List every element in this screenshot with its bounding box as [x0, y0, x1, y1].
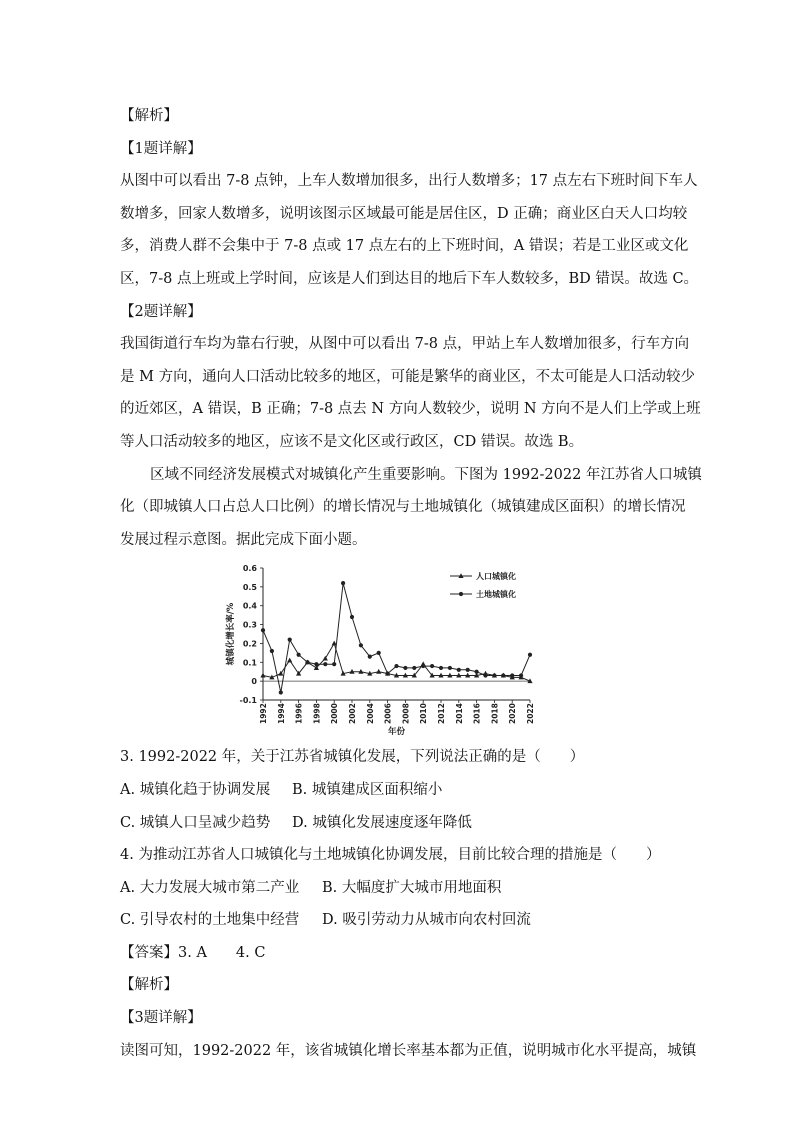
data-point-circle [430, 664, 434, 668]
q4-stem: 4. 为推动江苏省人口城镇化与土地城镇化协调发展，目前比较合理的措施是（ ） [120, 847, 661, 864]
x-tick-label: 2006 [383, 703, 393, 725]
q3-detail-heading: 【3题详解】 [120, 1010, 202, 1027]
legend-label: 人口城镇化 [476, 572, 516, 582]
data-point-circle [439, 666, 443, 670]
q3-option-c: C. 城镇人口呈减少趋势 [120, 814, 271, 831]
data-point-circle [270, 649, 274, 653]
analysis-heading: 【解析】 [120, 108, 178, 124]
data-point-circle [457, 668, 461, 672]
answer-line [120, 937, 680, 970]
data-point-circle [305, 660, 309, 664]
data-point-circle [261, 628, 265, 632]
data-point-circle [368, 655, 372, 659]
x-tick-label: 1996 [294, 703, 304, 725]
data-point-circle [475, 670, 479, 674]
data-point-circle [332, 662, 336, 666]
x-tick-label: 2000 [330, 703, 340, 725]
q1-explanation-line: 数增多，回家人数增多，说明该图示区域最可能是居住区，D 正确；商业区白天人口均较 [120, 205, 688, 222]
x-tick-label: 2002 [348, 703, 357, 725]
q3-option-d: D. 城镇化发展速度逐年降低 [292, 814, 472, 831]
data-point-circle [510, 674, 514, 678]
q3-options-row-2 [120, 807, 680, 840]
q2-explanation-line: 我国街道行车均为靠右行驶，从图中可以看出 7-8 点，甲站上车人数增加很多，行车方向 [120, 336, 690, 353]
intro-line: 发展过程示意图。据此完成下面小题。 [120, 531, 367, 548]
data-point-triangle [323, 656, 328, 661]
y-tick-label: 0.4 [242, 602, 257, 612]
y-tick-label: 0.5 [242, 583, 257, 593]
data-point-circle [519, 674, 523, 678]
answer-label: 【答案】 [120, 944, 178, 961]
q4-option-c: C. 引导农村的土地集中经营 [120, 912, 300, 929]
answer-text: 3. A 4. C [178, 944, 266, 961]
data-point-circle [386, 672, 390, 676]
data-point-circle [412, 666, 416, 670]
y-tick-label: -0.1 [239, 696, 257, 706]
q3-explanation-line: 读图可知，1992-2022 年，该省城镇化增长率基本都为正值，说明城市化水平提高，城镇 [120, 1042, 697, 1059]
intro-line: 区域不同经济发展模式对城镇化产生重要影响。下图为 1992-2022 年江苏省人口城镇 [150, 466, 702, 483]
data-point-circle [403, 666, 407, 670]
data-point-circle [421, 664, 425, 668]
urbanization-chart [120, 560, 680, 735]
y-tick-label: 0.1 [242, 658, 257, 668]
q4-option-a: A. 大力发展大城市第二产业 [120, 879, 300, 896]
analysis-heading-2: 【解析】 [120, 977, 178, 994]
x-tick-label: 1998 [312, 703, 322, 725]
y-tick-label: 0.2 [242, 639, 257, 649]
x-tick-label: 1992 [259, 703, 268, 725]
x-tick-label: 1994 [276, 703, 286, 725]
document-page [120, 100, 702, 1067]
q1-explanation-line: 区，7-8 点上班或上学时间，应该是人们到达目的地后下车人数较多，BD 错误。故选 C。 [120, 270, 699, 287]
q4-options-row-2 [120, 904, 680, 937]
q3-options-row-1 [120, 774, 680, 807]
intro-line: 化（即城镇人口占总人口比例）的增长情况与土地城镇化（城镇建成区面积）的增长情况 [120, 499, 686, 516]
q2-detail-heading: 【2题详解】 [120, 303, 202, 320]
data-point-circle [448, 666, 452, 670]
data-point-circle [314, 662, 318, 666]
x-tick-label: 2022 [526, 703, 535, 725]
urbanization-chart-svg [225, 560, 545, 735]
y-tick-label: 0 [251, 677, 257, 687]
q4-option-d: D. 吸引劳动力从城市向农村回流 [322, 912, 531, 929]
q1-explanation-line: 从图中可以看出 7-8 点钟，上车人数增加很多，出行人数增多；17 点左右下班时间下车人 [120, 173, 698, 190]
data-point-circle [297, 653, 301, 657]
data-point-circle [528, 653, 532, 657]
data-point-circle [394, 664, 398, 668]
x-tick-label: 2018 [490, 703, 500, 725]
q1-explanation-line: 多，消费人群不会集中于 7-8 点或 17 点左右的上下班时间，A 错误；若是工业区或文化 [120, 238, 689, 255]
data-point-circle [466, 668, 470, 672]
legend-marker-circle [459, 592, 463, 596]
data-point-circle [341, 581, 345, 585]
data-point-circle [288, 638, 292, 642]
x-tick-label: 2008 [401, 703, 411, 725]
data-point-circle [350, 615, 354, 619]
x-tick-label: 2012 [437, 703, 446, 725]
q2-explanation-line: 等人口活动较多的地区，应该不是文化区或行政区，CD 错误。故选 B。 [120, 433, 584, 450]
x-tick-label: 2020 [508, 703, 518, 725]
data-point-circle [359, 644, 363, 648]
data-point-triangle [260, 673, 265, 678]
x-tick-label: 2014 [454, 703, 464, 725]
x-tick-label: 2016 [472, 703, 482, 725]
q3-option-b: B. 城镇建成区面积缩小 [292, 781, 443, 798]
data-point-triangle [287, 658, 292, 663]
x-tick-label: 2010 [419, 703, 429, 725]
q3-option-a: A. 城镇化趋于协调发展 [120, 781, 271, 798]
q4-option-b: B. 大幅度扩大城市用地面积 [322, 879, 502, 896]
q4-options-row-1 [120, 872, 680, 905]
data-point-circle [501, 674, 505, 678]
y-tick-label: 0.6 [242, 564, 257, 574]
legend-label: 土地城镇化 [476, 590, 516, 600]
data-point-triangle [376, 669, 381, 674]
q1-detail-heading: 【1题详解】 [120, 140, 202, 157]
data-point-circle [323, 662, 327, 666]
y-tick-label: 0.3 [242, 620, 257, 630]
data-point-circle [492, 674, 496, 678]
q2-explanation-line: 的近郊区，A 错误，B 正确；7-8 点去 N 方向人数较少，说明 N 方向不是人们上学或上班 [120, 401, 701, 418]
q3-stem: 3. 1992-2022 年，关于江苏省城镇化发展，下列说法正确的是（ ） [120, 749, 585, 766]
x-tick-label: 2004 [365, 703, 375, 725]
data-point-circle [377, 651, 381, 655]
q2-explanation-line: 是 M 方向，通向人口活动比较多的地区，可能是繁华的商业区，不太可能是人口活动较少 [120, 368, 696, 385]
data-point-circle [483, 674, 487, 678]
x-axis-label: 年份 [387, 727, 406, 736]
data-point-circle [279, 691, 283, 695]
y-axis-label: 城镇化增长率/% [226, 603, 236, 666]
